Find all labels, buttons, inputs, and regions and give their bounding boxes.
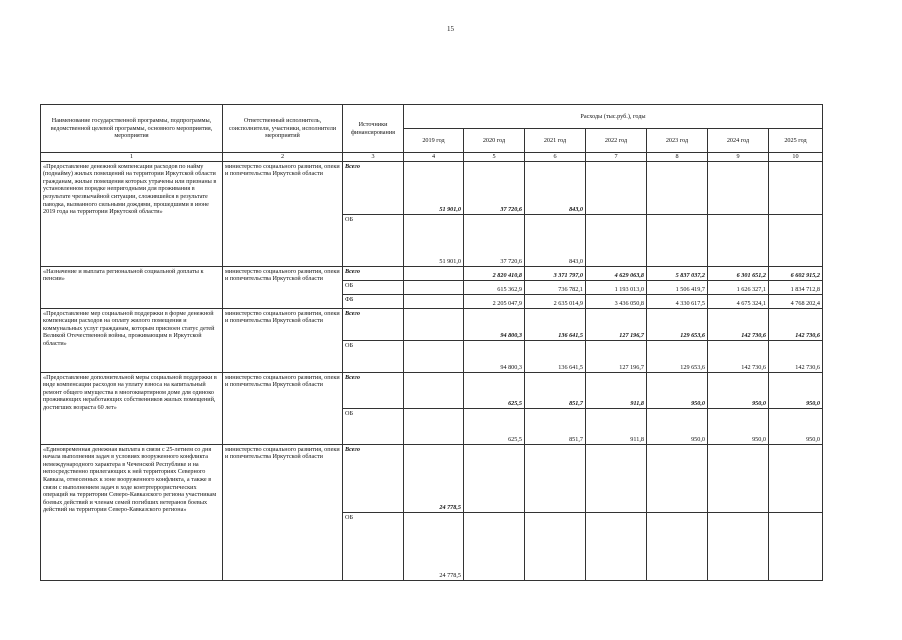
column-number: 9 bbox=[708, 153, 769, 162]
activity-name bbox=[41, 308, 223, 372]
value-cell: 950,0 bbox=[708, 372, 769, 408]
table-row bbox=[41, 161, 823, 214]
value-cell: 136 641,5 bbox=[525, 308, 586, 340]
table-row bbox=[41, 266, 823, 280]
column-number: 3 bbox=[343, 153, 404, 162]
value-cell bbox=[769, 512, 823, 580]
value-cell bbox=[647, 214, 708, 266]
value-cell bbox=[708, 512, 769, 580]
activity-name-text: «Предоставление мер социальной поддержки в форме денежной компенсации расходов на оплату жилого помещения и коммунальных услуг гражданам, которым присвоен статус детей Великой Отечественной войны, проживающим в Иркутской области» bbox=[43, 309, 215, 347]
value-cell: 94 800,3 bbox=[464, 308, 525, 340]
value-cell bbox=[464, 444, 525, 512]
value-cell: 6 602 915,2 bbox=[769, 266, 823, 280]
activity-executor bbox=[223, 372, 343, 444]
source-cell: ОБ bbox=[343, 512, 404, 580]
activity-executor bbox=[223, 444, 343, 580]
header-year: 2020 год bbox=[464, 129, 525, 153]
value-cell: 127 196,7 bbox=[586, 340, 647, 372]
value-cell: 129 653,6 bbox=[647, 340, 708, 372]
column-number: 2 bbox=[223, 153, 343, 162]
value-cell: 911,8 bbox=[586, 372, 647, 408]
header-year: 2023 год bbox=[647, 129, 708, 153]
value-cell bbox=[647, 444, 708, 512]
value-cell: 4 768 202,4 bbox=[769, 294, 823, 308]
value-cell: 37 720,6 bbox=[464, 214, 525, 266]
activity-name bbox=[41, 161, 223, 266]
column-number: 1 bbox=[41, 153, 223, 162]
table-row bbox=[41, 444, 823, 512]
header-name: Наименование государственной программы, подпрограммы, ведомственной целевой программы, основного мероприятия, мероприятия bbox=[41, 105, 223, 153]
activity-executor-text: министерство социального развития, опеки и попечительства Иркутской области bbox=[225, 373, 340, 389]
table-row bbox=[41, 372, 823, 408]
value-cell bbox=[769, 444, 823, 512]
value-cell: 4 629 063,8 bbox=[586, 266, 647, 280]
value-cell: 3 436 050,8 bbox=[586, 294, 647, 308]
value-cell bbox=[586, 214, 647, 266]
value-cell bbox=[404, 372, 464, 408]
value-cell: 37 720,6 bbox=[464, 161, 525, 214]
value-cell bbox=[404, 408, 464, 444]
value-cell bbox=[404, 340, 464, 372]
value-cell bbox=[586, 444, 647, 512]
activity-name-text: «Предоставление денежной компенсации расходов по найму (поднайму) жилых помещений на территории Иркутской области гражданам, жилые помещения которых утрачены или признаны в установленном порядке непригодными для проживания в результате чрезвычайной ситуации, сложившейся в результате паводка, вызванного сильными дождями, прошедшими в июне 2019 года на территории Иркутской области» bbox=[43, 162, 217, 216]
header-year: 2024 год bbox=[708, 129, 769, 153]
value-cell: 24 778,5 bbox=[404, 444, 464, 512]
header-source: Источники финансирования bbox=[343, 105, 404, 153]
source-cell: ОБ bbox=[343, 280, 404, 294]
value-cell bbox=[769, 161, 823, 214]
value-cell: 911,8 bbox=[586, 408, 647, 444]
header-year: 2021 год bbox=[525, 129, 586, 153]
value-cell: 851,7 bbox=[525, 372, 586, 408]
table-row bbox=[41, 308, 823, 340]
value-cell: 6 301 651,2 bbox=[708, 266, 769, 280]
value-cell bbox=[464, 512, 525, 580]
activity-name bbox=[41, 372, 223, 444]
value-cell: 615 362,9 bbox=[464, 280, 525, 294]
value-cell bbox=[769, 214, 823, 266]
value-cell: 142 730,6 bbox=[769, 308, 823, 340]
value-cell: 1 626 327,1 bbox=[708, 280, 769, 294]
column-number-row bbox=[41, 153, 823, 162]
activity-executor bbox=[223, 308, 343, 372]
value-cell bbox=[404, 266, 464, 280]
value-cell: 136 641,5 bbox=[525, 340, 586, 372]
value-cell: 129 653,6 bbox=[647, 308, 708, 340]
value-cell: 950,0 bbox=[647, 408, 708, 444]
value-cell: 142 730,6 bbox=[708, 308, 769, 340]
table-body bbox=[41, 153, 823, 581]
value-cell bbox=[404, 308, 464, 340]
source-cell: Всего bbox=[343, 266, 404, 280]
value-cell: 843,0 bbox=[525, 214, 586, 266]
activity-name bbox=[41, 266, 223, 308]
value-cell: 1 834 712,8 bbox=[769, 280, 823, 294]
source-cell: ОБ bbox=[343, 214, 404, 266]
value-cell: 2 820 410,8 bbox=[464, 266, 525, 280]
source-cell: ОБ bbox=[343, 340, 404, 372]
value-cell: 3 371 797,0 bbox=[525, 266, 586, 280]
budget-table bbox=[40, 104, 823, 581]
value-cell: 94 800,3 bbox=[464, 340, 525, 372]
value-cell bbox=[525, 444, 586, 512]
value-cell: 736 782,1 bbox=[525, 280, 586, 294]
column-number: 8 bbox=[647, 153, 708, 162]
header-expenses: Расходы (тыс.руб.), годы bbox=[404, 105, 823, 129]
value-cell: 950,0 bbox=[769, 408, 823, 444]
column-number: 10 bbox=[769, 153, 823, 162]
value-cell: 2 635 014,9 bbox=[525, 294, 586, 308]
value-cell: 625,5 bbox=[464, 372, 525, 408]
value-cell: 127 196,7 bbox=[586, 308, 647, 340]
header-year: 2025 год bbox=[769, 129, 823, 153]
value-cell bbox=[708, 214, 769, 266]
table-header bbox=[41, 105, 823, 153]
value-cell: 1 193 013,0 bbox=[586, 280, 647, 294]
source-cell: Всего bbox=[343, 161, 404, 214]
value-cell: 24 778,5 bbox=[404, 512, 464, 580]
value-cell bbox=[586, 512, 647, 580]
value-cell bbox=[708, 161, 769, 214]
value-cell: 950,0 bbox=[769, 372, 823, 408]
column-number: 5 bbox=[464, 153, 525, 162]
value-cell: 625,5 bbox=[464, 408, 525, 444]
value-cell bbox=[647, 512, 708, 580]
value-cell: 4 330 617,5 bbox=[647, 294, 708, 308]
value-cell bbox=[404, 280, 464, 294]
column-number: 6 bbox=[525, 153, 586, 162]
header-executor: Ответственный исполнитель, соисполнители, участники, исполнители мероприятий bbox=[223, 105, 343, 153]
value-cell bbox=[525, 512, 586, 580]
activity-name bbox=[41, 444, 223, 580]
activity-executor-text: министерство социального развития, опеки и попечительства Иркутской области bbox=[225, 267, 340, 283]
value-cell: 950,0 bbox=[647, 372, 708, 408]
header-year: 2019 год bbox=[404, 129, 464, 153]
value-cell bbox=[404, 294, 464, 308]
activity-name-text: «Назначение и выплата региональной социальной доплаты к пенсии» bbox=[43, 267, 204, 283]
value-cell: 2 205 047,9 bbox=[464, 294, 525, 308]
value-cell: 950,0 bbox=[708, 408, 769, 444]
value-cell: 142 730,6 bbox=[708, 340, 769, 372]
activity-name-text: «Единовременная денежная выплата в связи с 25-летием со дня начала выполнения задач в условиях вооруженного конфликта немеждународного характера в Чеченской Республике и на непосредственно прилегающих к ней территориях Северного Кавказа, отнесенных к зоне вооруженного конфликта, а также в связи с выполнением задач в ходе контртеррористических операций на территории Северо-Кавказского региона участникам боевых действий и членам семей погибших ветеранов боевых действий на территории Северо-Кавказского региона» bbox=[43, 445, 217, 514]
source-cell: Всего bbox=[343, 308, 404, 340]
value-cell: 51 901,0 bbox=[404, 214, 464, 266]
activity-executor-text: министерство социального развития, опеки и попечительства Иркутской области bbox=[225, 445, 340, 461]
activity-executor-text: министерство социального развития, опеки и попечительства Иркутской области bbox=[225, 162, 340, 178]
column-number: 7 bbox=[586, 153, 647, 162]
activity-executor-text: министерство социального развития, опеки и попечительства Иркутской области bbox=[225, 309, 340, 325]
source-cell: Всего bbox=[343, 372, 404, 408]
column-number: 4 bbox=[404, 153, 464, 162]
value-cell: 5 837 037,2 bbox=[647, 266, 708, 280]
activity-executor bbox=[223, 161, 343, 266]
value-cell: 142 730,6 bbox=[769, 340, 823, 372]
value-cell bbox=[586, 161, 647, 214]
source-cell: ФБ bbox=[343, 294, 404, 308]
value-cell bbox=[647, 161, 708, 214]
value-cell bbox=[708, 444, 769, 512]
value-cell: 851,7 bbox=[525, 408, 586, 444]
value-cell: 51 901,0 bbox=[404, 161, 464, 214]
source-cell: ОБ bbox=[343, 408, 404, 444]
value-cell: 843,0 bbox=[525, 161, 586, 214]
page-number: 15 bbox=[447, 25, 454, 33]
header-year: 2022 год bbox=[586, 129, 647, 153]
value-cell: 4 675 324,1 bbox=[708, 294, 769, 308]
activity-executor bbox=[223, 266, 343, 308]
activity-name-text: «Предоставление дополнительной меры социальной поддержки в виде компенсации расходов на уплату взноса на капитальный ремонт общего имущества в многоквартирном доме для одиноко проживающих неработающих собственников жилых помещений, достигших возраста 60 лет» bbox=[43, 373, 217, 411]
value-cell: 1 506 419,7 bbox=[647, 280, 708, 294]
source-cell: Всего bbox=[343, 444, 404, 512]
